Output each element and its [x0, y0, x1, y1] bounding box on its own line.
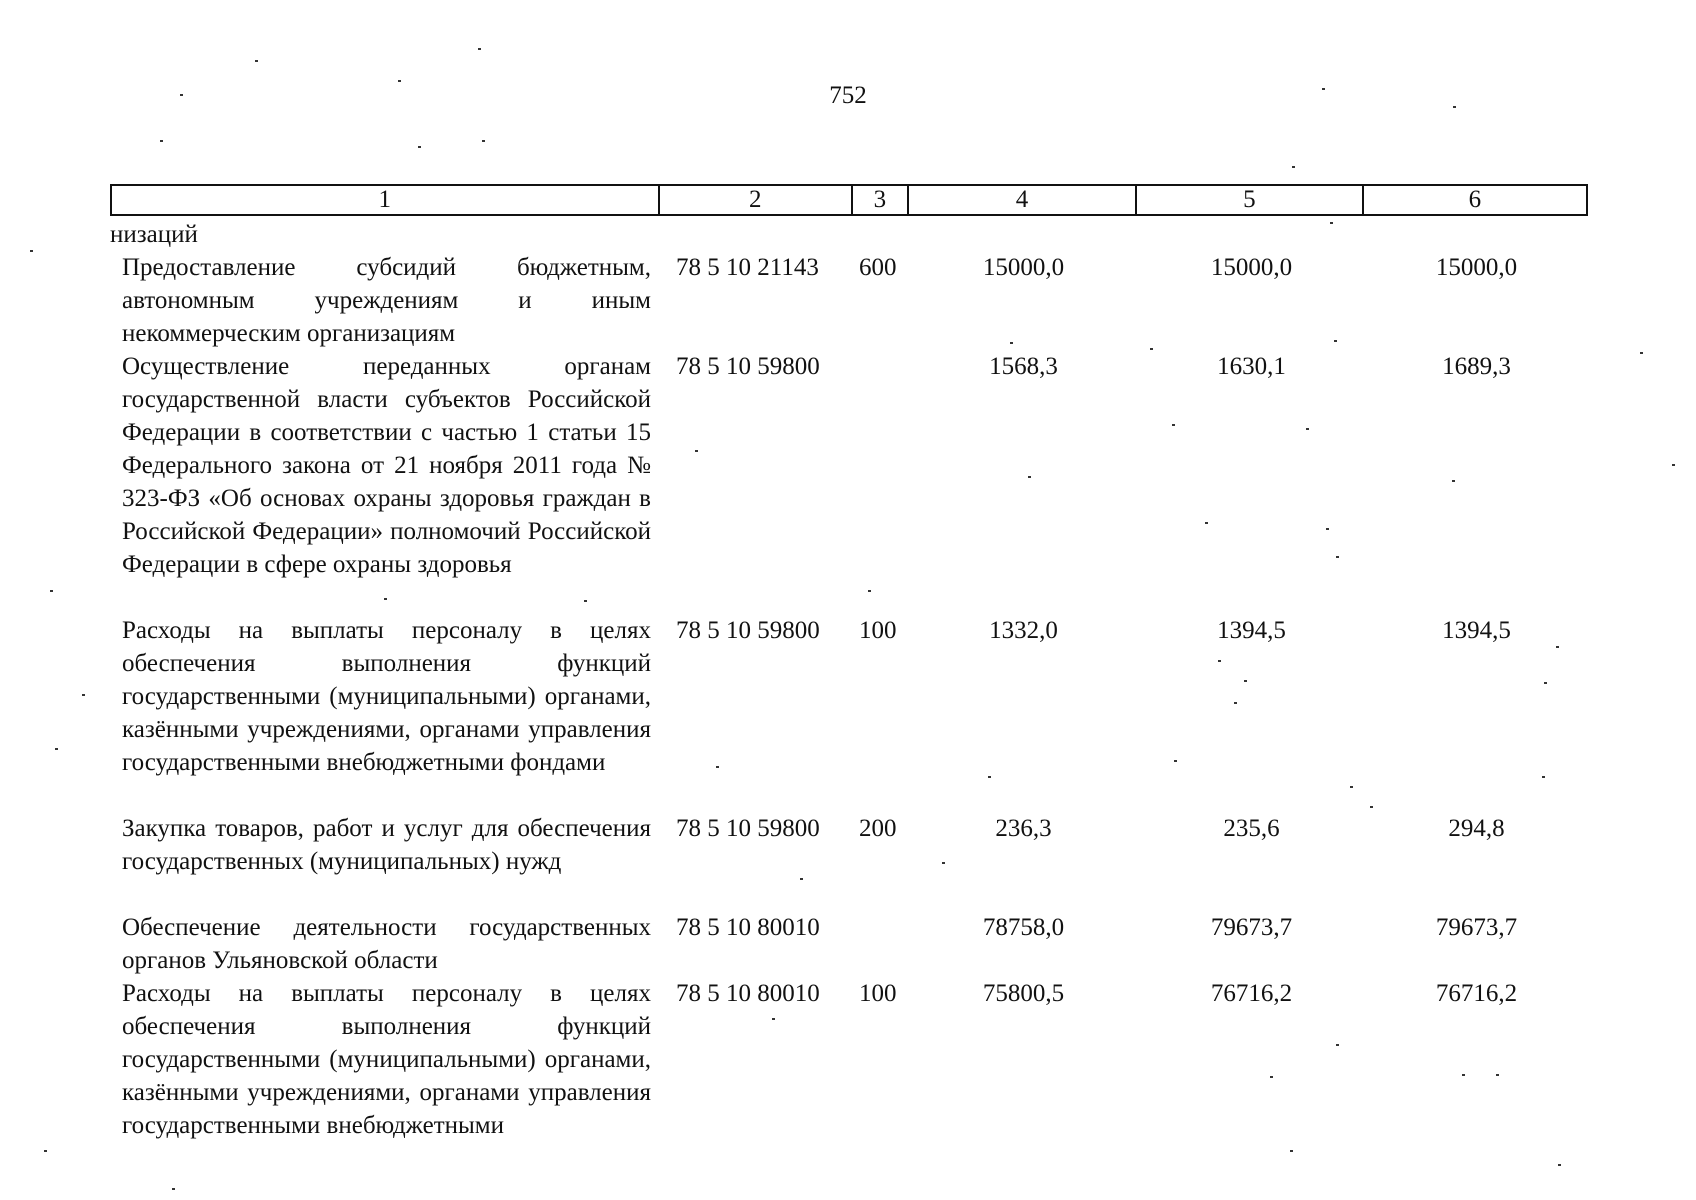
- header-col-3: 3: [853, 186, 909, 214]
- row-value-5: 15000,0: [1210, 254, 1293, 281]
- scan-speck: [1336, 1044, 1339, 1046]
- table-row: [110, 350, 1588, 614]
- scan-speck: [1334, 340, 1337, 342]
- row-kind: 600: [859, 254, 897, 281]
- header-col-4: 4: [909, 186, 1137, 214]
- scan-speck: [418, 146, 421, 148]
- scan-speck: [55, 748, 58, 750]
- scan-speck: [82, 694, 85, 696]
- row-value-4: 75800,5: [982, 980, 1065, 1007]
- scan-speck: [1306, 428, 1309, 430]
- row-code: 78 5 10 59800: [676, 617, 820, 644]
- row-name: Закупка товаров, работ и услуг для обеспечения государственных (муниципальных) нужд: [122, 815, 651, 875]
- scan-speck: [716, 766, 719, 768]
- scan-speck: [1010, 342, 1013, 344]
- scan-speck: [1452, 480, 1455, 482]
- row-kind: 200: [859, 815, 897, 842]
- scan-speck: [1205, 522, 1208, 524]
- scan-speck: [988, 776, 991, 778]
- row-value-6: 294,8: [1448, 815, 1505, 842]
- scan-speck: [1174, 760, 1177, 762]
- scan-speck: [1150, 348, 1153, 350]
- scan-speck: [50, 590, 53, 592]
- row-name: низаций: [110, 221, 198, 248]
- row-code: 78 5 10 21143: [676, 254, 819, 281]
- scan-speck: [180, 94, 183, 96]
- row-kind: 100: [859, 980, 897, 1007]
- row-value-5: 1394,5: [1217, 617, 1286, 644]
- row-value-6: 79673,7: [1435, 914, 1518, 941]
- header-col-6: 6: [1468, 186, 1482, 213]
- scan-speck: [868, 590, 871, 592]
- scan-speck: [1558, 1164, 1561, 1166]
- table-header: [110, 184, 1588, 216]
- row-name: Предоставление субсидий бюджетным, автономным учреждениям и иным некоммерческим организациям: [122, 254, 651, 347]
- scan-speck: [1172, 424, 1175, 426]
- header-col-1: 1: [112, 186, 660, 214]
- scan-speck: [1462, 1074, 1465, 1076]
- scan-speck: [384, 598, 387, 600]
- scan-speck: [800, 878, 803, 880]
- row-value-5: 79673,7: [1210, 914, 1293, 941]
- scan-speck: [942, 862, 945, 864]
- scan-speck: [30, 250, 33, 252]
- table-row: [110, 911, 1588, 977]
- row-kind: 100: [859, 617, 897, 644]
- row-value-5: 1630,1: [1217, 353, 1286, 380]
- row-value-4: 236,3: [995, 815, 1052, 842]
- scan-speck: [1218, 660, 1221, 662]
- scan-speck: [1326, 528, 1329, 530]
- row-code: 78 5 10 59800: [676, 353, 820, 380]
- scan-speck: [482, 140, 485, 142]
- scan-speck: [1322, 88, 1325, 90]
- scan-speck: [160, 140, 163, 142]
- scan-speck: [398, 80, 401, 82]
- row-value-6: 1394,5: [1442, 617, 1511, 644]
- row-value-4: 1568,3: [989, 353, 1058, 380]
- scan-speck: [584, 600, 587, 602]
- scan-speck: [1350, 786, 1353, 788]
- scan-speck: [1496, 1074, 1499, 1076]
- scan-speck: [478, 48, 481, 50]
- row-value-4: 15000,0: [982, 254, 1065, 281]
- scan-speck: [1336, 556, 1339, 558]
- row-code: 78 5 10 80010: [676, 914, 820, 941]
- row-name: Расходы на выплаты персоналу в целях обеспечения выполнения функций государственными (муниципальными) органами, казёнными учреждениями, органами управления государственными внебюджетными: [122, 980, 651, 1139]
- row-code: 78 5 10 59800: [676, 815, 820, 842]
- scan-speck: [1028, 476, 1031, 478]
- row-value-6: 76716,2: [1435, 980, 1518, 1007]
- header-col-5: 5: [1137, 186, 1363, 214]
- scan-speck: [1234, 702, 1237, 704]
- scan-speck: [1290, 1150, 1293, 1152]
- scan-speck: [1292, 166, 1295, 168]
- row-value-6: 15000,0: [1435, 254, 1518, 281]
- table-row: [110, 977, 1588, 1142]
- row-code: 78 5 10 80010: [676, 980, 820, 1007]
- scan-speck: [44, 1150, 47, 1152]
- scan-speck: [772, 1018, 775, 1020]
- scan-speck: [172, 1188, 175, 1190]
- scan-speck: [1370, 806, 1373, 808]
- row-value-5: 76716,2: [1210, 980, 1293, 1007]
- scan-speck: [1270, 1076, 1273, 1078]
- scan-speck: [1542, 776, 1545, 778]
- scan-speck: [1672, 464, 1675, 466]
- page-number: 752: [829, 82, 867, 109]
- scan-speck: [1244, 680, 1247, 682]
- row-name: Обеспечение деятельности государственных органов Ульяновской области: [122, 914, 651, 974]
- row-value-4: 78758,0: [982, 914, 1065, 941]
- table-body: [110, 218, 1588, 1142]
- table-row: [110, 218, 1588, 251]
- row-value-4: 1332,0: [989, 617, 1058, 644]
- table-row: [110, 614, 1588, 812]
- table-row: [110, 812, 1588, 911]
- scan-speck: [1640, 352, 1643, 354]
- row-name: Осуществление переданных органам государственной власти субъектов Российской Федерации в соответствии с частью 1 статьи 15 Федерального закона от 21 ноября 2011 года № 323-ФЗ «Об основах охраны здоровья граждан в Российской Федерации» полномочий Российской Федерации в сфере охраны здоровья: [122, 353, 651, 578]
- scan-speck: [1330, 222, 1333, 224]
- scan-speck: [1556, 646, 1559, 648]
- table-row: [110, 251, 1588, 350]
- row-value-6: 1689,3: [1442, 353, 1511, 380]
- row-value-5: 235,6: [1223, 815, 1280, 842]
- row-name: Расходы на выплаты персоналу в целях обеспечения выполнения функций государственными (муниципальными) органами, казёнными учреждениями, органами управления государственными внебюджетными фондами: [122, 617, 651, 776]
- scan-speck: [695, 450, 698, 452]
- scan-speck: [1544, 682, 1547, 684]
- header-col-2: 2: [660, 186, 853, 214]
- scan-speck: [1453, 106, 1456, 108]
- scan-speck: [255, 60, 258, 62]
